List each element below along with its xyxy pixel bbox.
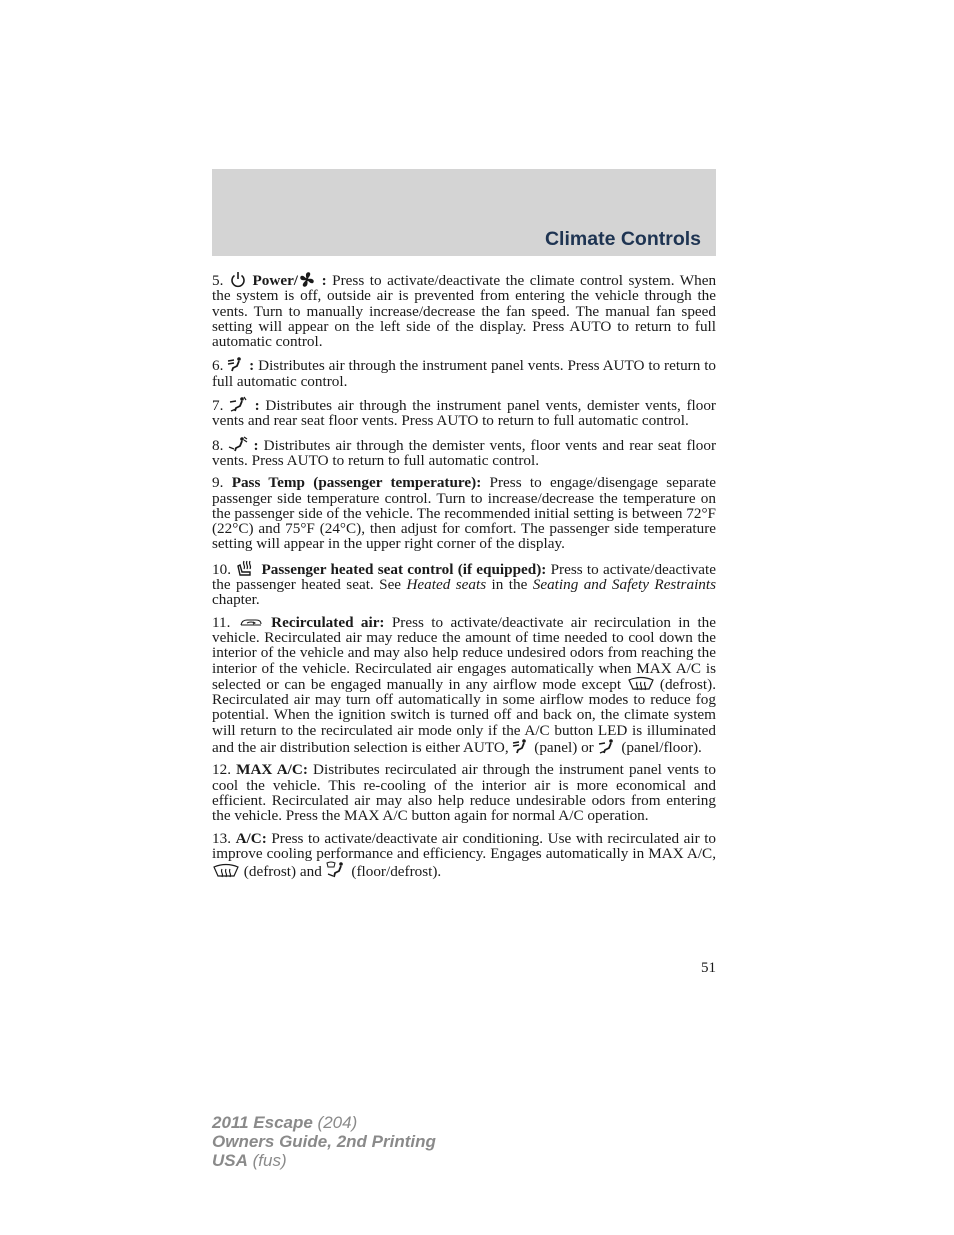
power-icon: [229, 271, 247, 288]
page-content: [212, 271, 716, 886]
item-colon: :: [253, 436, 259, 454]
defrost-icon: [212, 863, 240, 879]
fan-icon: [298, 271, 316, 288]
item-label: A/C:: [235, 829, 267, 847]
item-11: [212, 615, 716, 756]
footer-line-3: [212, 1151, 436, 1170]
item-chapter-reference: Seating and Safety Restraints: [532, 576, 717, 594]
footer: [212, 1113, 436, 1170]
footer-model: 2011 Escape: [212, 1113, 313, 1132]
item-number: 11.: [212, 613, 231, 631]
item-text: (floor/defrost).: [351, 863, 442, 881]
item-text: (defrost). Recirculated air may turn off automatically in some airflow modes to reduce fog potential. When the ignition switch is turned off and back on, the climate system will return to the recirculated air mode only if the A/C button LED is illuminated and the air distribution selection is either AUTO,: [212, 675, 716, 757]
item-number: 12.: [212, 761, 231, 779]
item-label: Pass Temp (passenger temperature):: [231, 474, 482, 492]
item-10: [212, 559, 716, 608]
header-band: [212, 169, 716, 256]
item-text: Press to activate/deactivate air recirculation in the vehicle. Recirculated air may reduce the amount of time needed to cool down the interior of the vehicle and may also help reduce undesired odors from reaching the interior of the vehicle. Recirculated air engages automatically when MAX A/C is selected or can be engaged manually in any airflow mode except: [212, 613, 716, 693]
page-number: 51: [701, 960, 716, 976]
item-7: [212, 396, 716, 429]
footer-market: USA: [212, 1151, 248, 1170]
item-5: [212, 271, 716, 349]
footer-line-2: Owners Guide, 2nd Printing: [212, 1132, 436, 1151]
item-label: Recirculated air:: [271, 613, 385, 631]
footer-model-code: (204): [312, 1113, 358, 1132]
item-9: [212, 475, 716, 551]
item-text: Press to activate/deactivate air conditioning. Use with recirculated air to improve cooling performance and efficiency. Engages automatically in MAX A/C,: [212, 829, 717, 862]
item-text: Distributes air through the demister vents, floor vents and rear seat floor vents. Press AUTO to return to full automatic control.: [212, 436, 717, 469]
item-text: chapter.: [212, 591, 260, 609]
panel-floor-icon: [598, 738, 618, 755]
item-text: Distributes air through the instrument panel vents. Press AUTO to return to full automatic control.: [212, 357, 717, 390]
item-13: [212, 831, 716, 880]
item-text: Press to activate/deactivate the passenger heated seat. See: [212, 560, 716, 594]
panel-vent-icon: [227, 356, 245, 373]
item-number: 10.: [212, 560, 231, 578]
item-text: Press to activate/deactivate the climate control system. When the system is off, outside air is prevented from entering the vehicle through the vents. Turn to manually increase/decrease the fan speed. The manual fan speed setting will appear on the left side of the display. Press AUTO to return to full automatic control.: [212, 272, 717, 351]
item-colon: :: [249, 357, 255, 375]
item-text: (panel/floor).: [621, 739, 702, 757]
floor-defrost-icon: [228, 436, 248, 453]
item-text: Press to engage/disengage separate passenger side temperature control. Turn to increase/decrease the temperature on the passenger side of the vehicle. The recommended initial setting is between 72°F (22°C) and 75°F (24°C), then adjust for comfort. The passenger side temperature setting will appear in the upper right corner of the display.: [212, 474, 717, 553]
page-title: Climate Controls: [544, 228, 701, 250]
item-number: 8.: [212, 436, 224, 454]
item-number: 9.: [212, 474, 224, 492]
item-label: MAX A/C:: [236, 761, 308, 779]
item-label: Passenger heated seat control (if equipped):: [261, 560, 547, 578]
item-text: Distributes recirculated air through the instrument panel vents to cool the vehicle. This re-cooling of the interior air is more economical and efficient. Recirculated air may also help reduce undesirable odors from entering the vehicle. Press the MAX A/C button again for normal A/C operation.: [212, 761, 716, 825]
item-text: Distributes air through the instrument panel vents, demister vents, floor vents and rear seat floor vents. Press AUTO to return to full automatic control.: [212, 397, 716, 430]
item-reference: Heated seats: [406, 576, 487, 594]
panel-floor-icon: [229, 396, 249, 413]
heated-seat-icon: [235, 559, 257, 577]
item-12: [212, 762, 716, 823]
item-colon: :: [254, 397, 260, 415]
defrost-icon: [627, 676, 655, 692]
item-6: [212, 356, 716, 389]
item-8: [212, 436, 716, 469]
footer-line-1: [212, 1113, 436, 1132]
floor-defrost-icon: [326, 861, 348, 879]
item-number: 13.: [212, 829, 231, 847]
panel-vent-icon: [512, 738, 530, 755]
item-number: 5.: [212, 272, 224, 289]
footer-market-code: (fus): [247, 1151, 287, 1170]
recirculate-icon: [238, 616, 264, 630]
item-label: Power/: [252, 272, 299, 289]
item-number: 6.: [212, 357, 224, 375]
item-text: in the: [486, 576, 533, 594]
item-number: 7.: [212, 397, 224, 415]
item-text: (defrost) and: [243, 863, 322, 881]
item-text: (panel) or: [534, 739, 594, 757]
item-colon: :: [321, 272, 327, 289]
